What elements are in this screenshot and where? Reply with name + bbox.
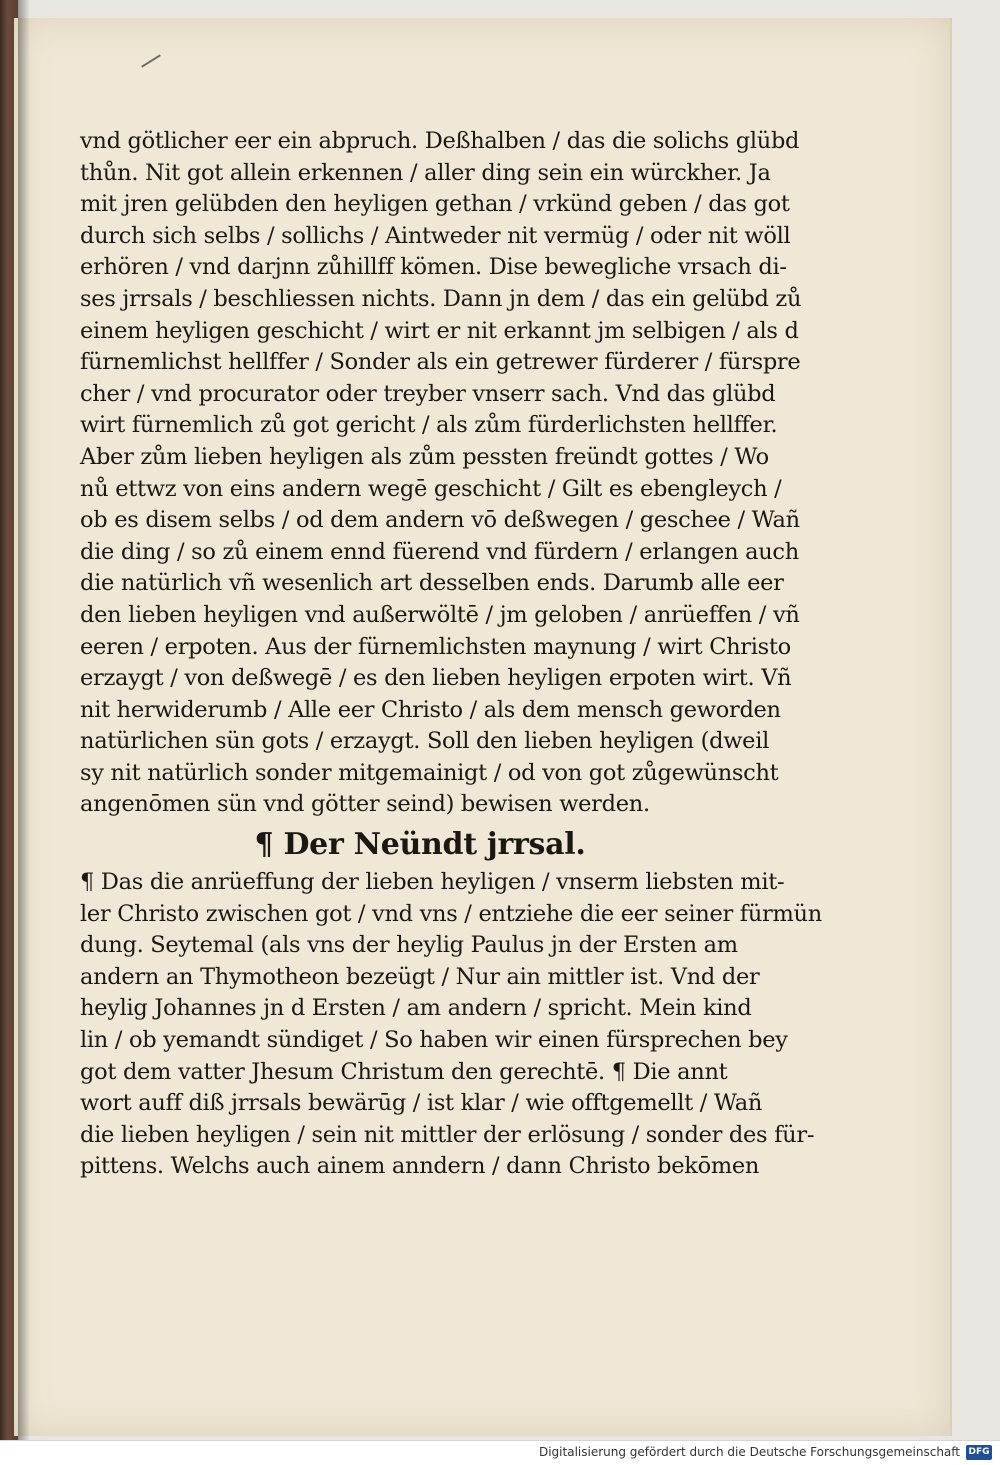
text-line: nit herwiderumb / Alle eer Christo / als dem mensch geworden — [80, 696, 781, 723]
text-line: den lieben heyligen vnd außerwöltē / jm geloben / anrüeffen / vñ — [80, 601, 800, 628]
section-heading: ¶ Der Neündt jrrsal. — [254, 827, 586, 863]
text-line: natürlichen sün gots / erzaygt. Soll den lieben heyligen (dweil — [80, 728, 769, 755]
text-line: ler Christo zwischen got / vnd vns / entziehe die eer seiner fürmün — [80, 900, 822, 927]
text-line: cher / vnd procurator oder treyber vnserr sach. Vnd das glübd — [80, 380, 776, 407]
text-line: fürnemlichst hellffer / Sonder als ein getrewer fürderer / fürspre — [80, 349, 801, 376]
text-line: andern an Thymotheon bezeügt / Nur ain mittler ist. Vnd der — [80, 963, 760, 990]
gutter-shadow — [18, 0, 30, 1440]
text-line: wirt fürnemlich zů got gericht / als zům fürderlichsten hellffer. — [80, 412, 778, 439]
text-line: ob es disem selbs / od dem andern vō deßwegen / geschee / Wañ — [80, 507, 800, 534]
paragraph-before-heading — [80, 126, 820, 821]
text-line: mit jren gelübden den heyligen gethan / vrkünd geben / das got — [80, 191, 790, 218]
page-text — [80, 126, 820, 1183]
text-line: die ding / so zů einem ennd füerend vnd fürdern / erlangen auch — [80, 538, 799, 565]
text-line: pittens. Welchs auch ainem anndern / dann Christo bekōmen — [80, 1153, 760, 1180]
pencil-mark — [141, 54, 161, 67]
text-line: wort auff diß jrrsals bewärūg / ist klar / wie offtgemellt / Wañ — [80, 1090, 763, 1117]
text-line: ses jrrsals / beschliessen nichts. Dann jn dem / das ein gelübd zů — [80, 285, 802, 312]
text-line: heylig Johannes jn d Ersten / am andern / spricht. Mein kind — [80, 995, 752, 1022]
text-line: durch sich selbs / sollichs / Aintweder nit vermüg / oder nit wöll — [80, 222, 791, 249]
book-page — [14, 18, 952, 1436]
text-line: ¶ Das die anrüeffung der lieben heyligen / vnserm liebsten mit- — [80, 869, 785, 896]
text-line: angenōmen sün vnd götter seind) bewisen werden. — [80, 791, 650, 818]
footer-bar — [0, 1440, 1000, 1465]
paragraph-after-heading — [80, 867, 820, 1183]
text-line: dung. Seytemal (als vns der heylig Paulus jn der Ersten am — [80, 932, 738, 959]
text-line: sy nit natürlich sonder mitgemainigt / od von got zůgewünscht — [80, 759, 779, 786]
text-line: got dem vatter Jhesum Christum den gerechtē. ¶ Die annt — [80, 1058, 728, 1085]
funding-credit: Digitalisierung gefördert durch die Deutsche Forschungsgemeinschaft — [538, 1445, 960, 1459]
text-line: erzaygt / von deßwegē / es den lieben heyligen erpoten wirt. Vñ — [80, 665, 792, 692]
text-line: lin / ob yemandt sündiget / So haben wir einen fürsprechen bey — [80, 1027, 788, 1054]
text-line: die natürlich vñ wesenlich art desselben ends. Darumb alle eer — [80, 570, 784, 597]
dfg-logo-icon: DFG — [966, 1445, 992, 1460]
text-line: die lieben heyligen / sein nit mittler der erlösung / sonder des für- — [80, 1121, 815, 1148]
text-line: eeren / erpoten. Aus der fürnemlichsten maynung / wirt Christo — [80, 633, 791, 660]
text-line: nů ettwz von eins andern wegē geschicht / Gilt es ebengleych / — [80, 475, 782, 502]
text-line: erhören / vnd darjnn zůhillff kömen. Dise bewegliche vrsach di- — [80, 254, 787, 281]
text-line: einem heyligen geschicht / wirt er nit erkannt jm selbigen / als d — [80, 317, 799, 344]
text-line: Aber zům lieben heyligen als zům pessten freündt gottes / Wo — [80, 443, 769, 470]
text-line: vnd götlicher eer ein abpruch. Deßhalben / das die solichs glübd — [80, 128, 800, 154]
text-line: thůn. Nit got allein erkennen / aller ding sein ein würckher. Ja — [80, 159, 771, 186]
